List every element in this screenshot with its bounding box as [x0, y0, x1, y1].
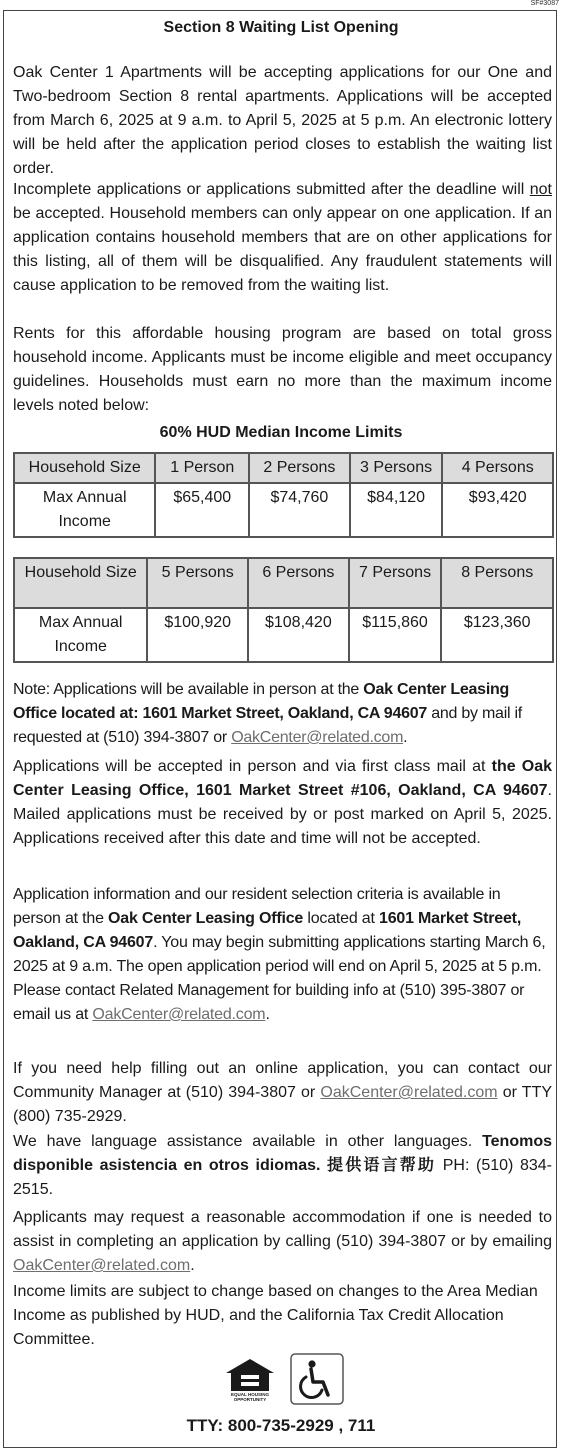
intro-paragraph: Oak Center 1 Apartments will be accepting applications for our One and Two-bedroom Section 8 rental apartments. Applications will be accepted from March 6, 2025 at 9 a.m. to April 5, 2025 at 5 p.m. An electronic lottery will be held after the application period closes to establish the waiting list order. — [13, 64, 552, 177]
help-paragraph: If you need help filling out an online application, you can contact our Community Manager at (510) 394-3807 or OakCenter@related.com or TTY (800) 735-2929. — [13, 1060, 553, 1125]
eho-text-line2: OPPORTUNITY — [233, 1397, 267, 1402]
email-link[interactable]: OakCenter@related.com — [13, 1257, 191, 1274]
income-limits-paragraph: Income limits are subject to change based on changes to the Area Median Income as published by HUD, and the California Tax Credit Allocation Committee. — [13, 1283, 538, 1348]
income-cell: $115,860 — [349, 608, 442, 662]
accommodation-paragraph: Applicants may request a reasonable accommodation if one is needed to assist in completing an application by calling (510) 394-3807 or by emailing OakCenter@related.com. — [13, 1209, 552, 1274]
logo-row — [220, 1353, 346, 1405]
size-cell: 8 Persons — [441, 558, 553, 608]
emphasis-not: not — [529, 181, 552, 198]
page-title: Section 8 Waiting List Opening — [163, 19, 399, 36]
equal-housing-opportunity-icon — [220, 1353, 346, 1405]
income-cell: $123,360 — [441, 608, 553, 662]
income-table-large-households — [13, 557, 554, 663]
header-label: Household Size — [14, 453, 155, 483]
size-cell: 7 Persons — [349, 558, 442, 608]
income-table-small-households — [13, 452, 554, 538]
eho-text-line1: EQUAL HOUSING — [231, 1392, 269, 1397]
size-cell: 2 Persons — [249, 453, 350, 483]
size-cell: 1 Person — [155, 453, 249, 483]
size-cell: 4 Persons — [442, 453, 553, 483]
deadline-paragraph: Incomplete applications or applications submitted after the deadline will not be accepted. Household members can only appear on one application. If an application contains household members that are on other applications for this listing, all of them will be disqualified. Any fraudulent statements will cause application to be removed from the waiting list. — [13, 181, 552, 294]
income-cell: $65,400 — [155, 483, 249, 537]
email-link[interactable]: OakCenter@related.com — [231, 729, 404, 746]
income-cell: $93,420 — [442, 483, 553, 537]
language-paragraph: We have language assistance available in other languages. Tenomos disponible asistencia en otros idiomas. 提供语言帮助 PH: (510) 834-2515. — [13, 1133, 552, 1198]
note-paragraph: Note: Applications will be available in person at the Oak Center Leasing Office located at: 1601 Market Street, Oakland, CA 94607 and by mail if requested at (510) 394-3807 or OakCenter@related.com. — [13, 681, 522, 746]
income-cell: $108,420 — [248, 608, 349, 662]
tty-footer: TTY: 800-735-2929 , 711 — [186, 1416, 376, 1435]
rent-paragraph: Rents for this affordable housing program are based on total gross household income. Applicants must be income eligible and meet occupancy guidelines. Households must earn no more than the maximum income levels noted below: — [13, 325, 552, 414]
income-cell: $74,760 — [249, 483, 350, 537]
size-cell: 3 Persons — [350, 453, 443, 483]
income-cell: $84,120 — [350, 483, 443, 537]
row-label: Max Annual Income — [14, 483, 155, 537]
table-row — [14, 608, 553, 662]
info-paragraph: Application information and our resident selection criteria is available in person at the Oak Center Leasing Office located at 1601 Market Street, Oakland, CA 94607. You may begin submitting applications starting March 6, 2025 at 9 a.m. The open application period will end on April 5, 2025 at 5 p.m. Please contact Related Management for building info at (510) 395-3807 or email us at OakCenter@related.com. — [13, 886, 546, 1023]
acceptance-paragraph: Applications will be accepted in person and via first class mail at the Oak Center Leasing Office, 1601 Market Street #106, Oakland, CA 94607. Mailed applications must be received by or post marked on April 5, 2025. Applications received after this date and time will not be accepted. — [13, 758, 553, 847]
row-label: Max Annual Income — [14, 608, 147, 662]
accessibility-icon — [291, 1354, 343, 1404]
size-cell: 6 Persons — [248, 558, 349, 608]
email-link[interactable]: OakCenter@related.com — [92, 1006, 266, 1023]
table-row — [14, 483, 553, 537]
email-link[interactable]: OakCenter@related.com — [320, 1084, 498, 1101]
table-header-row — [14, 558, 553, 608]
income-table-title: 60% HUD Median Income Limits — [159, 424, 403, 441]
table-header-row — [14, 453, 553, 483]
reference-code: SF#3087 — [530, 0, 559, 7]
income-cell: $100,920 — [147, 608, 248, 662]
header-label: Household Size — [14, 558, 147, 608]
size-cell: 5 Persons — [147, 558, 248, 608]
